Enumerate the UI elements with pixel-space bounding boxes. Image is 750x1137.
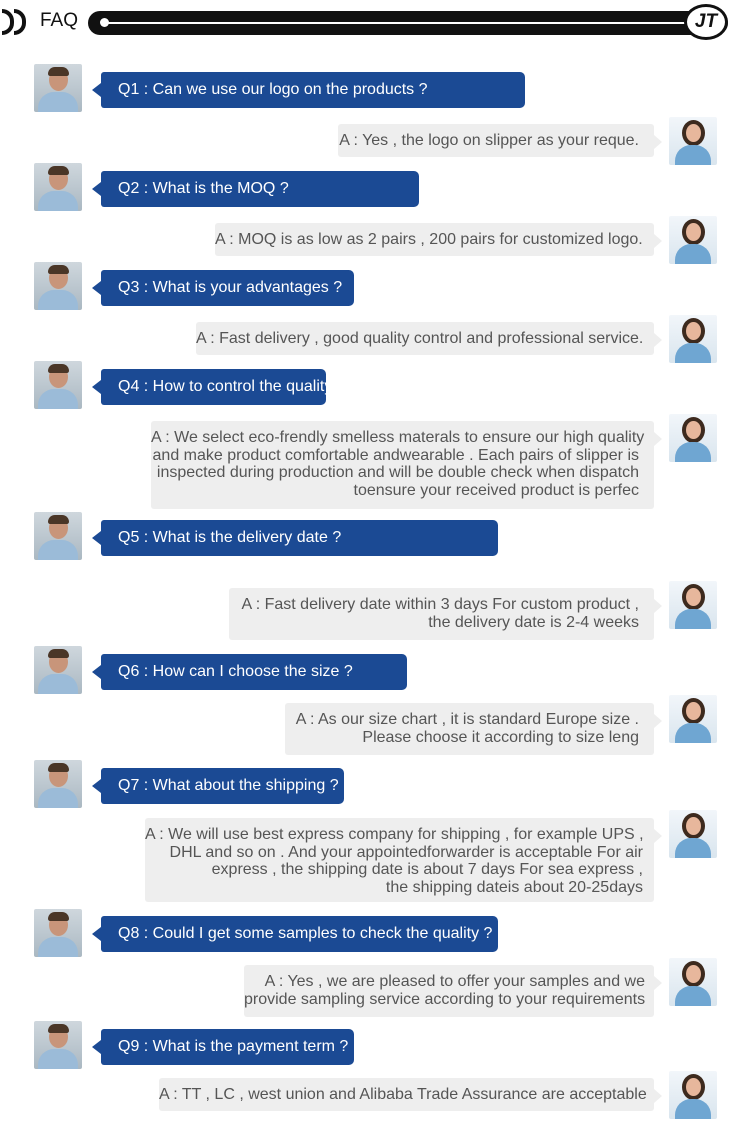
brand-logo [684,4,728,40]
agent-avatar [669,216,717,264]
agent-avatar [669,117,717,165]
answer-line: A : Yes , we are pleased to offer your samples and we [264,973,645,990]
answer-line: A : Yes , the logo on slipper as your reque. [339,132,639,149]
answer-line: A : TT , LC , west union and Alibaba Trade Assurance are acceptable [159,1086,647,1103]
answer-line: A : Fast delivery date within 3 days For custom product , [241,596,639,613]
agent-avatar [669,414,717,462]
answer-bubble [145,818,654,902]
answer-bubble [151,421,654,509]
question-bubble: Q7 : What about the shipping ? [101,768,344,804]
answer-line: express , the shipping date is about 7 days For sea express , [211,861,643,878]
answer-line: A : We will use best express company for shipping , for example UPS , [145,826,644,843]
customer-avatar [34,512,82,560]
customer-avatar [34,1021,82,1069]
customer-avatar [34,262,82,310]
question-bubble: Q5 : What is the delivery date ? [101,520,498,556]
agent-avatar [669,958,717,1006]
agent-avatar [669,810,717,858]
chevron-icon [2,9,14,35]
header-line [108,22,688,24]
question-bubble: Q1 : Can we use our logo on the products ? [101,72,525,108]
question-bubble: Q2 : What is the MOQ ? [101,171,419,207]
answer-bubble [196,322,654,355]
chevron-icon [14,9,26,35]
answer-line: provide sampling service according to your requirements [244,990,646,1008]
customer-avatar [34,646,82,694]
customer-avatar [34,909,82,957]
question-bubble: Q9 : What is the payment term ? [101,1029,354,1065]
question-bubble: Q6 : How can I choose the size ? [101,654,407,690]
answer-bubble [229,588,654,640]
customer-avatar [34,760,82,808]
customer-avatar [34,163,82,211]
answer-bubble [244,965,654,1017]
agent-avatar [669,315,717,363]
answer-line: A : As our size chart , it is standard Europe size . [295,711,639,728]
answer-line: A : Fast delivery , good quality control and professional service. [196,330,644,347]
answer-line: A : MOQ is as low as 2 pairs , 200 pairs for customized logo. [215,231,643,248]
header-dot [100,18,109,27]
question-bubble: Q3 : What is your advantages ? [101,270,354,306]
agent-avatar [669,1071,717,1119]
answer-line: A : We select eco-frendly smelless materals to ensure our high quality [151,429,645,446]
answer-line: and make product comfortable andwearable . Each pairs of slipper is [152,446,639,464]
logo-text: JT [694,11,718,32]
answer-line: the delivery date is 2-4 weeks [428,613,639,631]
answer-line: the shipping dateis about 20-25days [385,878,643,896]
answer-line: inspected during production and will be double check when dispatch [156,464,639,481]
answer-bubble [159,1078,654,1111]
question-bubble: Q4 : How to control the quality [101,369,326,405]
answer-line: DHL and so on . And your appointedforwarder is acceptable For air [169,843,643,861]
agent-avatar [669,695,717,743]
faq-header [0,0,750,44]
answer-bubble [338,124,654,157]
question-bubble: Q8 : Could I get some samples to check the quality ? [101,916,498,952]
customer-avatar [34,64,82,112]
answer-line: Please choose it according to size leng [362,728,639,746]
agent-avatar [669,581,717,629]
answer-line: toensure your received product is perfec [353,481,639,499]
customer-avatar [34,361,82,409]
page-title: FAQ [40,10,79,31]
answer-bubble [285,703,654,755]
answer-bubble [215,223,654,256]
